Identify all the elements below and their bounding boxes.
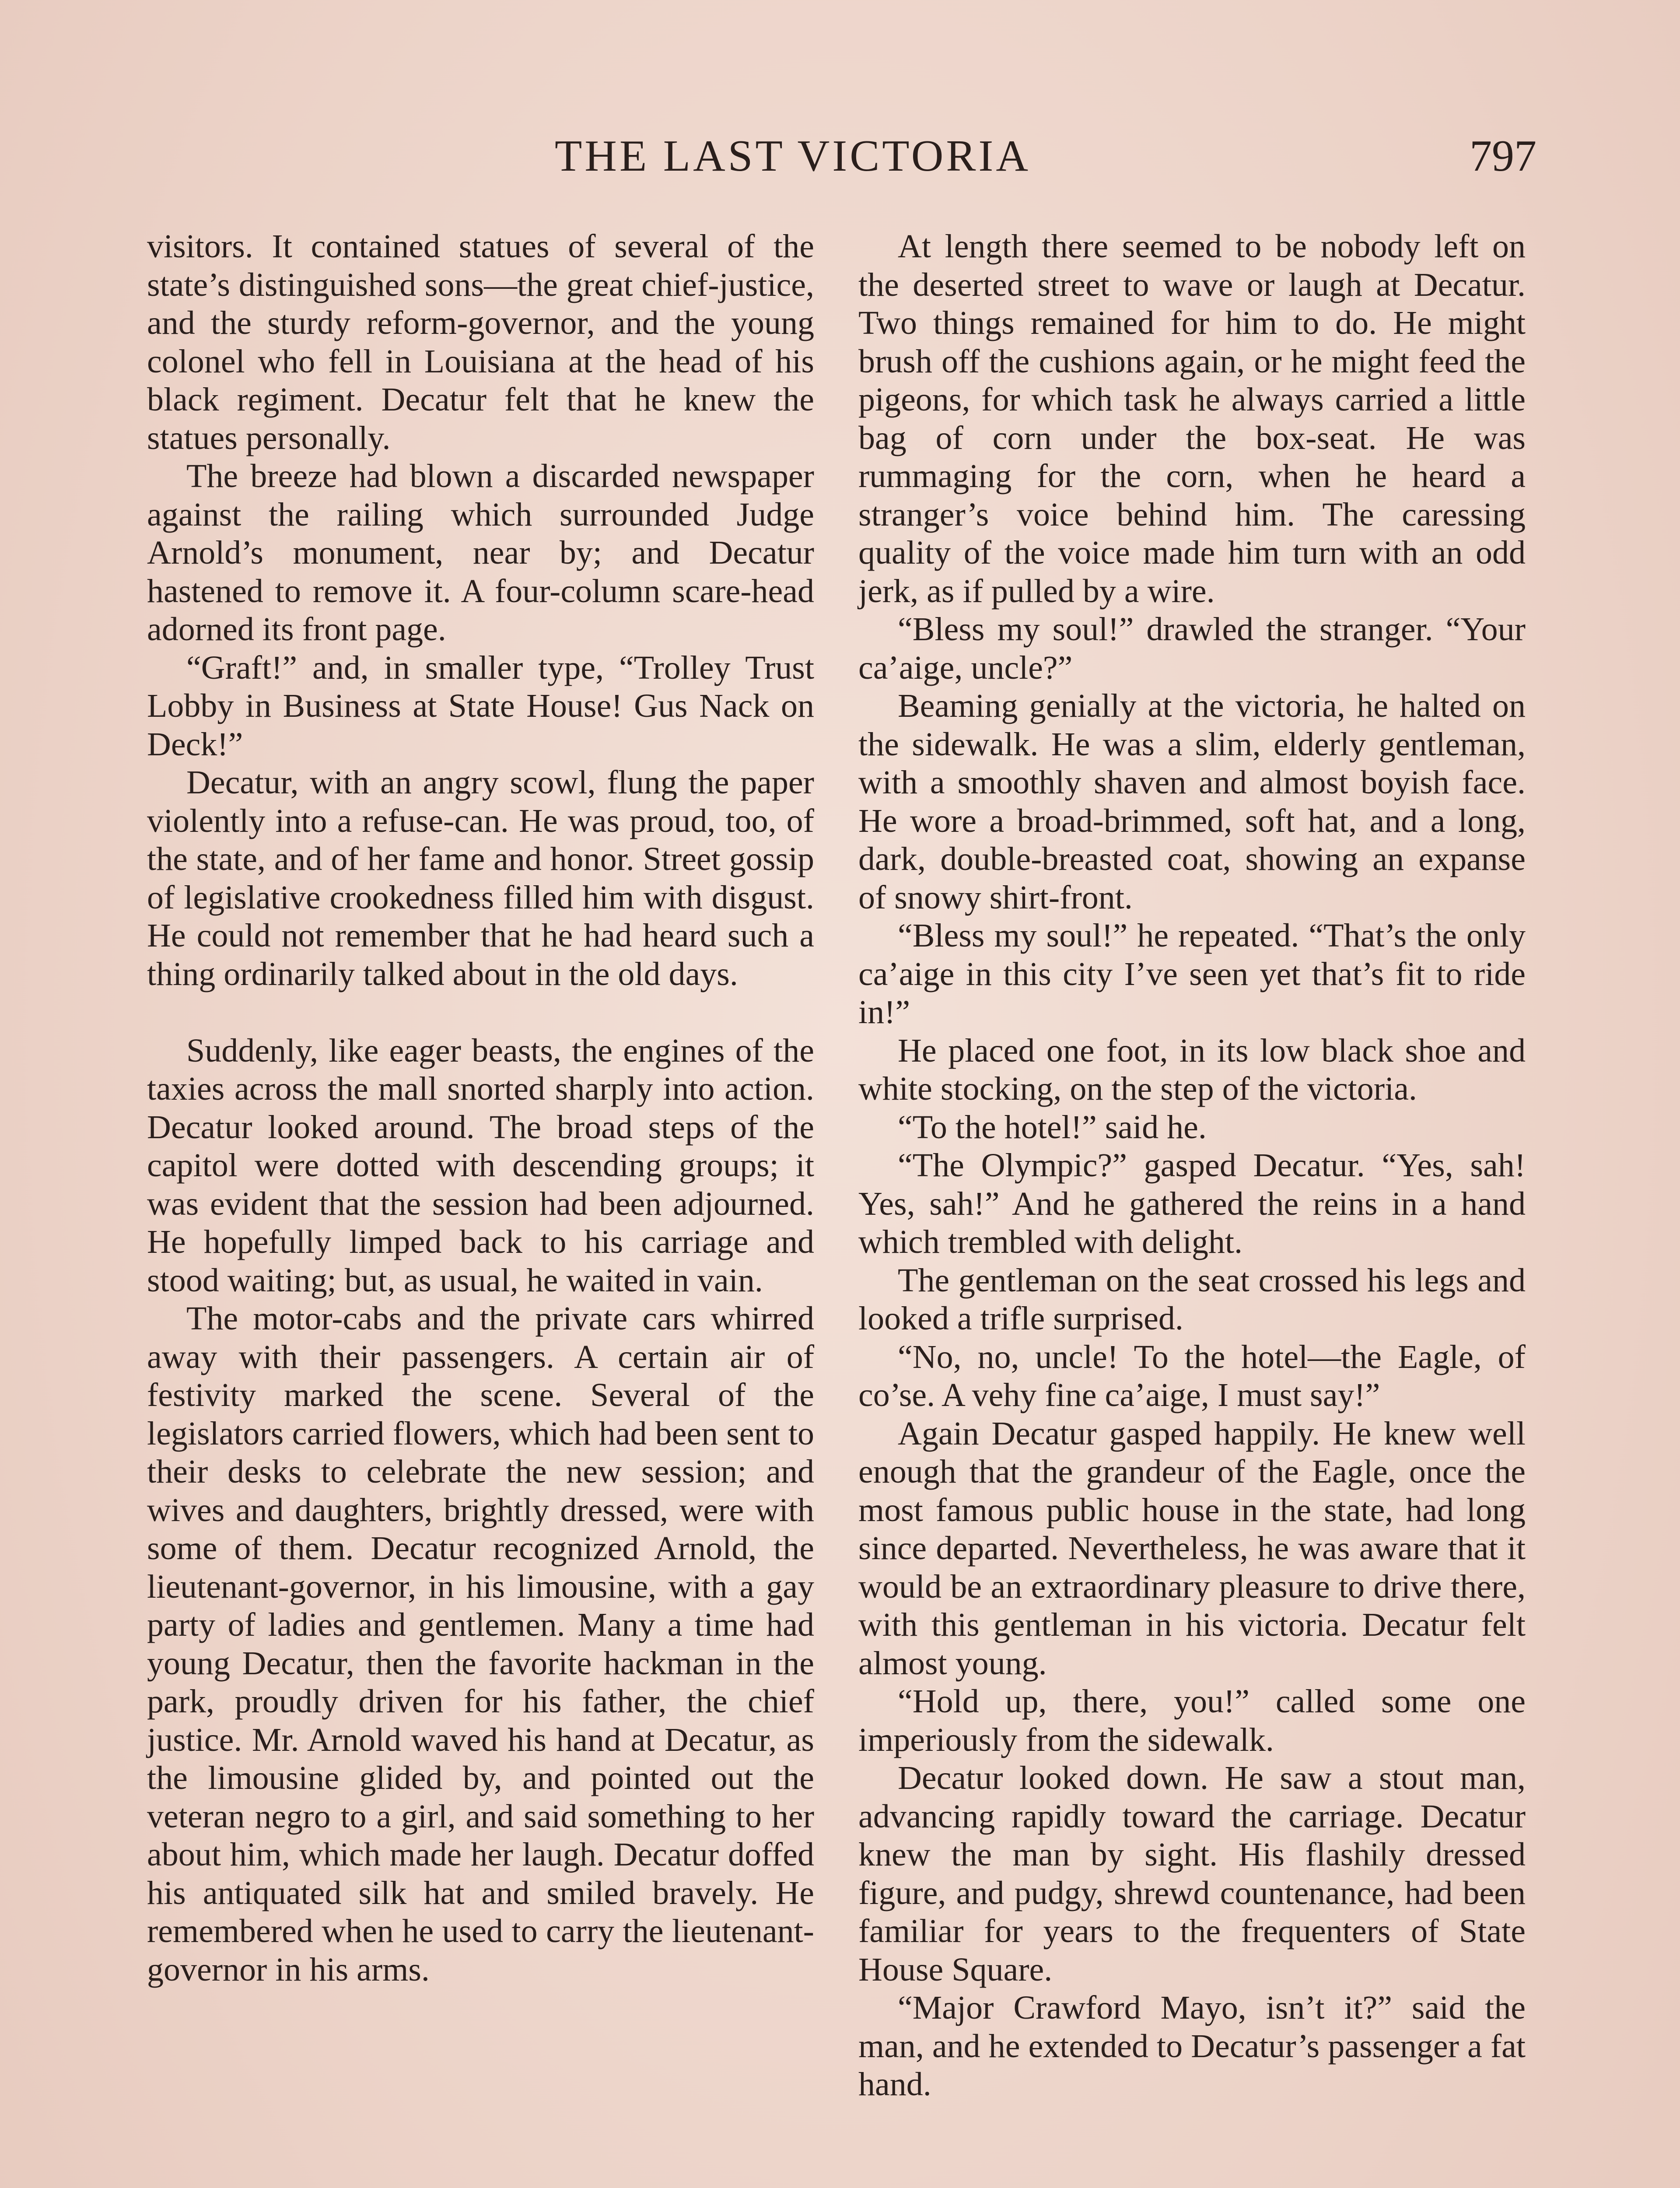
paragraph: The gentleman on the seat crossed his legs and looked a trifle surprised. (858, 1262, 1526, 1337)
running-title: THE LAST VICTORIA (555, 131, 1031, 181)
paragraph: He placed one foot, in its low black shoe and white stocking, on the step of the victoria. (858, 1032, 1526, 1107)
paragraph: Beaming genially at the victoria, he halted on the sidewalk. He was a slim, elderly gentleman, with a smoothly shaven and almost boyish face. He wore a broad-brimmed, soft hat, and a long, dark, double-breasted coat, showing an expanse of snowy shirt-front. (858, 687, 1526, 916)
paragraph: Decatur looked down. He saw a stout man, advancing rapidly toward the carriage. Decatur knew the man by sight. His flashily dressed figure, and pudgy, shrewd countenance, had been familiar for years to the frequenters of State House Square. (858, 1760, 1526, 1988)
paragraph: “Bless my soul!” drawled the stranger. “Your ca’aige, uncle?” (858, 611, 1526, 686)
page-header (0, 128, 1680, 185)
left-column (147, 228, 814, 1989)
paragraph: visitors. It contained statues of several of the state’s distinguished sons—the great chief-justice, and the sturdy reform-governor, and the young colonel who fell in Louisiana at the head of his black regiment. Decatur felt that he knew the statues personally. (147, 228, 814, 456)
paragraph: Again Decatur gasped happily. He knew well enough that the grandeur of the Eagle, once the most famous public house in the state, had long since departed. Nevertheless, he was aware that it would be an extraordinary pleasure to drive there, with this gentleman in his victoria. Decatur felt almost young. (858, 1415, 1526, 1682)
paragraph: The breeze had blown a discarded newspaper against the railing which surrounded Judge Arnold’s monument, near by; and Decatur hastened to remove it. A four-column scare-head adorned its front page. (147, 458, 814, 648)
page-number: 797 (1470, 131, 1536, 181)
paragraph: “Graft!” and, in smaller type, “Trolley Trust Lobby in Business at State House! Gus Nack on Deck!” (147, 649, 814, 763)
paragraph: The motor-cabs and the private cars whirred away with their passengers. A certain air of festivity marked the scene. Several of the legislators carried flowers, which had been sent to their desks to celebrate the new session; and wives and daughters, brightly dressed, were with some of them. Decatur recognized Arnold, the lieutenant-governor, in his limousine, with a gay party of ladies and gentlemen. Many a time had young Decatur, then the favorite hackman in the park, proudly driven for his father, the chief justice. Mr. Arnold waved his hand at Decatur, as the limousine glided by, and pointed out the veteran negro to a girl, and said something to her about him, which made her laugh. Decatur doffed his antiquated silk hat and smiled bravely. He remembered when he used to carry the lieutenant-governor in his arms. (147, 1300, 814, 1988)
paragraph: At length there seemed to be nobody left on the deserted street to wave or laugh at Decatur. Two things remained for him to do. He might brush off the cushions again, or he might feed the pigeons, for which task he always carried a little bag of corn under the box-seat. He was rummaging for the corn, when he heard a stranger’s voice behind him. The caressing quality of the voice made him turn with an odd jerk, as if pulled by a wire. (858, 228, 1526, 610)
paragraph: “No, no, uncle! To the hotel—the Eagle, of co’se. A vehy fine ca’aige, I must say!” (858, 1338, 1526, 1413)
paragraph: Suddenly, like eager beasts, the engines of the taxies across the mall snorted sharply into action. Decatur looked around. The broad steps of the capitol were dotted with descending groups; it was evident that the session had been adjourned. He hopefully limped back to his carriage and stood waiting; but, as usual, he waited in vain. (147, 1032, 814, 1299)
right-column (858, 228, 1526, 2104)
paragraph: “Bless my soul!” he repeated. “That’s the only ca’aige in this city I’ve seen yet that’s fit to ride in!” (858, 917, 1526, 1031)
paragraph: “To the hotel!” said he. (898, 1108, 1207, 1146)
paragraph: “Major Crawford Mayo, isn’t it?” said the man, and he extended to Decatur’s passenger a fat hand. (858, 1989, 1526, 2103)
paragraph: “The Olympic?” gasped Decatur. “Yes, sah! Yes, sah!” And he gathered the reins in a hand which trembled with delight. (858, 1147, 1526, 1260)
paragraph: “Hold up, there, you!” called some one imperiously from the sidewalk. (858, 1683, 1526, 1758)
paragraph: Decatur, with an angry scowl, flung the paper violently into a refuse-can. He was proud, too, of the state, and of her fame and honor. Street gossip of legislative crookedness filled him with disgust. He could not remember that he had heard such a thing ordinarily talked about in the old days. (147, 764, 814, 992)
